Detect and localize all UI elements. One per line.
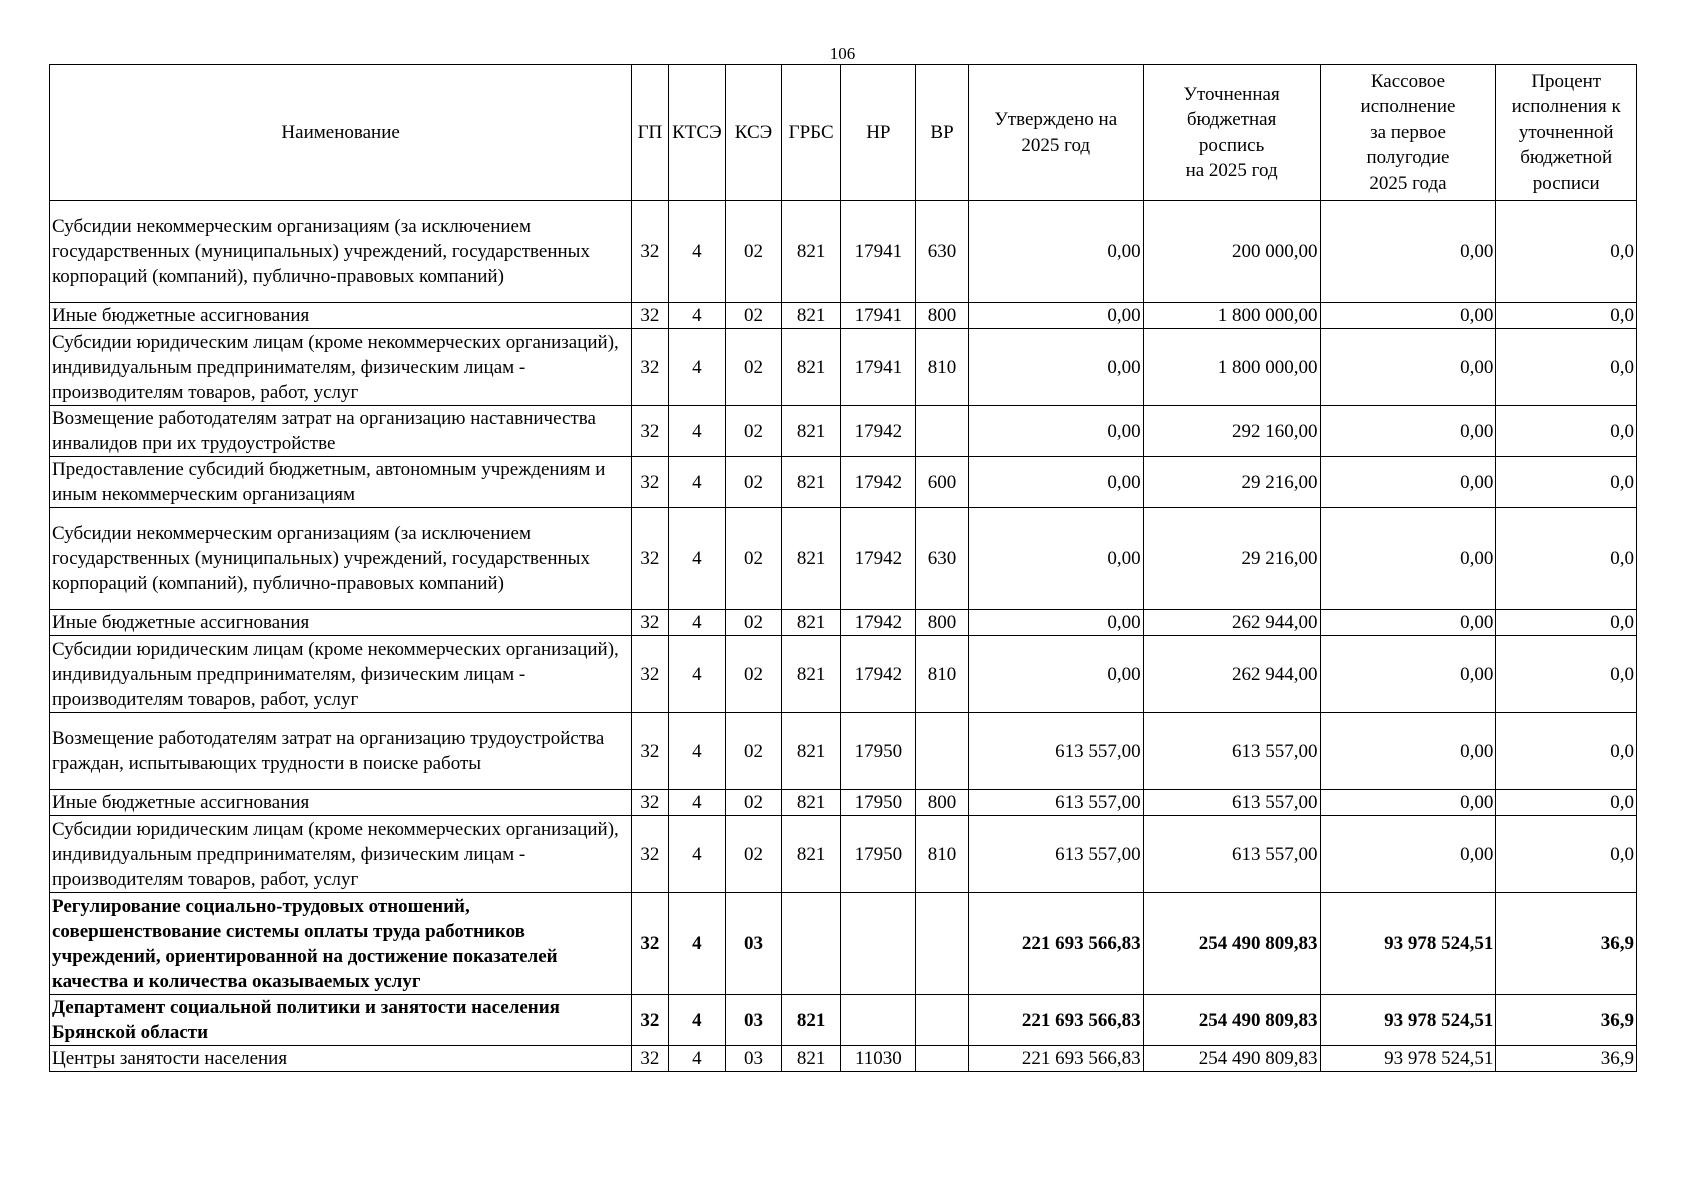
cell-refined: 254 490 809,83	[1143, 893, 1320, 995]
cell-ktse: 4	[668, 610, 726, 636]
col-cash-line-3: за первое	[1370, 121, 1446, 143]
cell-kse: 03	[726, 1046, 782, 1072]
cell-gp: 32	[632, 995, 668, 1046]
col-pct-line-4: бюджетной	[1520, 147, 1613, 169]
col-cash-line-4: полугодие	[1366, 147, 1450, 169]
cell-name: Предоставление субсидий бюджетным, автономным учреждениям и иным некоммерческим организациям	[50, 457, 632, 508]
cell-pct: 36,9	[1496, 893, 1637, 995]
col-pct-header	[1496, 65, 1637, 201]
cell-nr: 17942	[841, 610, 916, 636]
table-row	[50, 1046, 1637, 1072]
cell-gp: 32	[632, 508, 668, 610]
cell-kse: 02	[726, 329, 782, 406]
cell-vr	[916, 1046, 969, 1072]
cell-ktse: 4	[668, 893, 726, 995]
table-row	[50, 303, 1637, 329]
cell-vr	[916, 713, 969, 790]
cell-vr	[916, 995, 969, 1046]
cell-cash: 0,00	[1320, 329, 1496, 406]
col-pct-line-2: исполнения к	[1511, 96, 1621, 118]
cell-refined: 613 557,00	[1143, 816, 1320, 893]
cell-approved: 0,00	[968, 457, 1143, 508]
cell-kse: 03	[726, 995, 782, 1046]
cell-vr	[916, 893, 969, 995]
col-kse-header: КСЭ	[726, 65, 782, 201]
col-pct-line-5: росписи	[1532, 172, 1600, 194]
table-row	[50, 406, 1637, 457]
cell-ktse: 4	[668, 329, 726, 406]
table-row	[50, 329, 1637, 406]
cell-refined: 254 490 809,83	[1143, 995, 1320, 1046]
col-refined-line-1: Уточненная	[1183, 83, 1280, 105]
cell-nr	[841, 893, 916, 995]
cell-gp: 32	[632, 1046, 668, 1072]
cell-grbs: 821	[781, 790, 841, 816]
cell-cash: 0,00	[1320, 636, 1496, 713]
cell-kse: 02	[726, 303, 782, 329]
cell-vr	[916, 406, 969, 457]
cell-kse: 03	[726, 893, 782, 995]
cell-name: Центры занятости населения	[50, 1046, 632, 1072]
cell-approved: 0,00	[968, 406, 1143, 457]
cell-nr: 17950	[841, 790, 916, 816]
cell-cash: 0,00	[1320, 713, 1496, 790]
cell-vr: 810	[916, 636, 969, 713]
col-approved-header	[968, 65, 1143, 201]
cell-kse: 02	[726, 636, 782, 713]
cell-grbs: 821	[781, 816, 841, 893]
cell-nr: 17941	[841, 201, 916, 303]
cell-grbs: 821	[781, 1046, 841, 1072]
cell-name: Субсидии юридическим лицам (кроме некоммерческих организаций), индивидуальным предпринимателям, физическим лицам - производителям товаров, работ, услуг	[50, 329, 632, 406]
cell-kse: 02	[726, 816, 782, 893]
cell-approved: 221 693 566,83	[968, 893, 1143, 995]
table-row	[50, 816, 1637, 893]
cell-grbs: 821	[781, 457, 841, 508]
cell-refined: 254 490 809,83	[1143, 1046, 1320, 1072]
cell-nr: 17942	[841, 406, 916, 457]
col-cash-header	[1320, 65, 1496, 201]
cell-refined: 200 000,00	[1143, 201, 1320, 303]
cell-approved: 613 557,00	[968, 713, 1143, 790]
cell-nr: 11030	[841, 1046, 916, 1072]
cell-ktse: 4	[668, 201, 726, 303]
col-vr-header: ВР	[916, 65, 969, 201]
cell-cash: 0,00	[1320, 816, 1496, 893]
cell-ktse: 4	[668, 1046, 726, 1072]
cell-kse: 02	[726, 457, 782, 508]
cell-pct: 0,0	[1496, 201, 1637, 303]
col-refined-header	[1143, 65, 1320, 201]
cell-refined: 613 557,00	[1143, 713, 1320, 790]
cell-refined: 262 944,00	[1143, 636, 1320, 713]
cell-cash: 93 978 524,51	[1320, 1046, 1496, 1072]
cell-gp: 32	[632, 303, 668, 329]
cell-pct: 0,0	[1496, 610, 1637, 636]
cell-gp: 32	[632, 636, 668, 713]
cell-cash: 0,00	[1320, 508, 1496, 610]
cell-kse: 02	[726, 201, 782, 303]
table-row	[50, 636, 1637, 713]
cell-pct: 0,0	[1496, 329, 1637, 406]
table-row	[50, 790, 1637, 816]
cell-grbs: 821	[781, 303, 841, 329]
table-row	[50, 457, 1637, 508]
table-row	[50, 508, 1637, 610]
cell-grbs: 821	[781, 636, 841, 713]
cell-kse: 02	[726, 790, 782, 816]
cell-ktse: 4	[668, 636, 726, 713]
cell-nr: 17941	[841, 329, 916, 406]
cell-pct: 0,0	[1496, 816, 1637, 893]
page-number: 106	[829, 44, 856, 63]
cell-ktse: 4	[668, 790, 726, 816]
col-grbs-header: ГРБС	[781, 65, 841, 201]
cell-vr: 800	[916, 790, 969, 816]
cell-ktse: 4	[668, 406, 726, 457]
header-row	[50, 65, 1637, 201]
cell-name: Субсидии юридическим лицам (кроме некоммерческих организаций), индивидуальным предпринимателям, физическим лицам - производителям товаров, работ, услуг	[50, 636, 632, 713]
cell-kse: 02	[726, 508, 782, 610]
cell-grbs: 821	[781, 508, 841, 610]
cell-name: Возмещение работодателям затрат на организацию наставничества инвалидов при их трудоустройстве	[50, 406, 632, 457]
cell-refined: 1 800 000,00	[1143, 303, 1320, 329]
cell-kse: 02	[726, 713, 782, 790]
cell-cash: 0,00	[1320, 201, 1496, 303]
cell-pct: 0,0	[1496, 713, 1637, 790]
col-pct-line-3: уточненной	[1518, 121, 1614, 143]
col-name-header: Наименование	[50, 65, 632, 201]
cell-grbs: 821	[781, 610, 841, 636]
cell-kse: 02	[726, 406, 782, 457]
col-approved-line-1: Утверждено на	[994, 109, 1118, 130]
col-approved-line-2: 2025 год	[1021, 134, 1091, 156]
cell-cash: 93 978 524,51	[1320, 995, 1496, 1046]
cell-vr: 630	[916, 508, 969, 610]
budget-table	[49, 64, 1637, 1072]
table-row	[50, 713, 1637, 790]
cell-approved: 0,00	[968, 303, 1143, 329]
cell-vr: 630	[916, 201, 969, 303]
cell-pct: 0,0	[1496, 303, 1637, 329]
cell-gp: 32	[632, 406, 668, 457]
cell-approved: 0,00	[968, 636, 1143, 713]
cell-gp: 32	[632, 329, 668, 406]
cell-refined: 292 160,00	[1143, 406, 1320, 457]
cell-vr: 810	[916, 816, 969, 893]
col-refined-line-2: бюджетная	[1186, 109, 1277, 130]
cell-grbs	[781, 893, 841, 995]
cell-ktse: 4	[668, 995, 726, 1046]
cell-approved: 0,00	[968, 610, 1143, 636]
table-row	[50, 201, 1637, 303]
cell-cash: 0,00	[1320, 406, 1496, 457]
cell-name: Иные бюджетные ассигнования	[50, 790, 632, 816]
col-cash-line-5: 2025 года	[1369, 172, 1447, 194]
col-pct-line-1: Процент	[1531, 70, 1602, 92]
cell-refined: 1 800 000,00	[1143, 329, 1320, 406]
cell-approved: 0,00	[968, 508, 1143, 610]
cell-ktse: 4	[668, 303, 726, 329]
cell-nr	[841, 995, 916, 1046]
cell-vr: 800	[916, 610, 969, 636]
cell-approved: 0,00	[968, 201, 1143, 303]
cell-name: Департамент социальной политики и занятости населения Брянской области	[50, 995, 632, 1046]
cell-pct: 0,0	[1496, 508, 1637, 610]
table-row	[50, 893, 1637, 995]
cell-ktse: 4	[668, 713, 726, 790]
cell-gp: 32	[632, 816, 668, 893]
cell-pct: 36,9	[1496, 1046, 1637, 1072]
col-ktse-header: КТСЭ	[668, 65, 726, 201]
cell-cash: 0,00	[1320, 457, 1496, 508]
cell-ktse: 4	[668, 816, 726, 893]
cell-nr: 17950	[841, 713, 916, 790]
cell-nr: 17942	[841, 636, 916, 713]
cell-refined: 29 216,00	[1143, 508, 1320, 610]
cell-nr: 17941	[841, 303, 916, 329]
cell-vr: 800	[916, 303, 969, 329]
cell-gp: 32	[632, 201, 668, 303]
cell-pct: 0,0	[1496, 790, 1637, 816]
cell-cash: 0,00	[1320, 610, 1496, 636]
cell-gp: 32	[632, 713, 668, 790]
table-row	[50, 995, 1637, 1046]
cell-nr: 17950	[841, 816, 916, 893]
table-body	[50, 201, 1637, 1072]
cell-cash: 0,00	[1320, 303, 1496, 329]
cell-ktse: 4	[668, 508, 726, 610]
cell-cash: 0,00	[1320, 790, 1496, 816]
table-row	[50, 610, 1637, 636]
cell-grbs: 821	[781, 713, 841, 790]
cell-grbs: 821	[781, 406, 841, 457]
cell-name: Иные бюджетные ассигнования	[50, 610, 632, 636]
cell-approved: 613 557,00	[968, 790, 1143, 816]
col-cash-line-1: Кассовое	[1370, 70, 1446, 92]
cell-grbs: 821	[781, 995, 841, 1046]
cell-name: Субсидии некоммерческим организациям (за исключением государственных (муниципальных) учреждений, государственных корпораций (компаний), публично-правовых компаний)	[50, 201, 632, 303]
cell-name: Субсидии юридическим лицам (кроме некоммерческих организаций), индивидуальным предпринимателям, физическим лицам - производителям товаров, работ, услуг	[50, 816, 632, 893]
cell-gp: 32	[632, 893, 668, 995]
cell-grbs: 821	[781, 201, 841, 303]
cell-nr: 17942	[841, 457, 916, 508]
cell-approved: 0,00	[968, 329, 1143, 406]
cell-pct: 0,0	[1496, 457, 1637, 508]
cell-nr: 17942	[841, 508, 916, 610]
cell-refined: 613 557,00	[1143, 790, 1320, 816]
cell-vr: 600	[916, 457, 969, 508]
cell-name: Субсидии некоммерческим организациям (за исключением государственных (муниципальных) учреждений, государственных корпораций (компаний), публично-правовых компаний)	[50, 508, 632, 610]
cell-name: Регулирование социально-трудовых отношений, совершенствование системы оплаты труда работников учреждений, ориентированной на достижение показателей качества и количества оказываемых услуг	[50, 893, 632, 995]
cell-grbs: 821	[781, 329, 841, 406]
cell-vr: 810	[916, 329, 969, 406]
cell-approved: 221 693 566,83	[968, 1046, 1143, 1072]
cell-gp: 32	[632, 457, 668, 508]
cell-approved: 221 693 566,83	[968, 995, 1143, 1046]
cell-name: Возмещение работодателям затрат на организацию трудоустройства граждан, испытывающих трудности в поиске работы	[50, 713, 632, 790]
cell-ktse: 4	[668, 457, 726, 508]
col-refined-line-4: на 2025 год	[1185, 160, 1278, 181]
col-refined-line-3: роспись	[1198, 134, 1265, 156]
col-cash-line-2: исполнение	[1360, 96, 1456, 118]
cell-gp: 32	[632, 610, 668, 636]
cell-cash: 93 978 524,51	[1320, 893, 1496, 995]
cell-refined: 262 944,00	[1143, 610, 1320, 636]
cell-gp: 32	[632, 790, 668, 816]
cell-pct: 0,0	[1496, 636, 1637, 713]
col-gp-header: ГП	[632, 65, 668, 201]
cell-approved: 613 557,00	[968, 816, 1143, 893]
cell-pct: 0,0	[1496, 406, 1637, 457]
col-nr-header: НР	[841, 65, 916, 201]
cell-name: Иные бюджетные ассигнования	[50, 303, 632, 329]
cell-kse: 02	[726, 610, 782, 636]
cell-refined: 29 216,00	[1143, 457, 1320, 508]
cell-pct: 36,9	[1496, 995, 1637, 1046]
